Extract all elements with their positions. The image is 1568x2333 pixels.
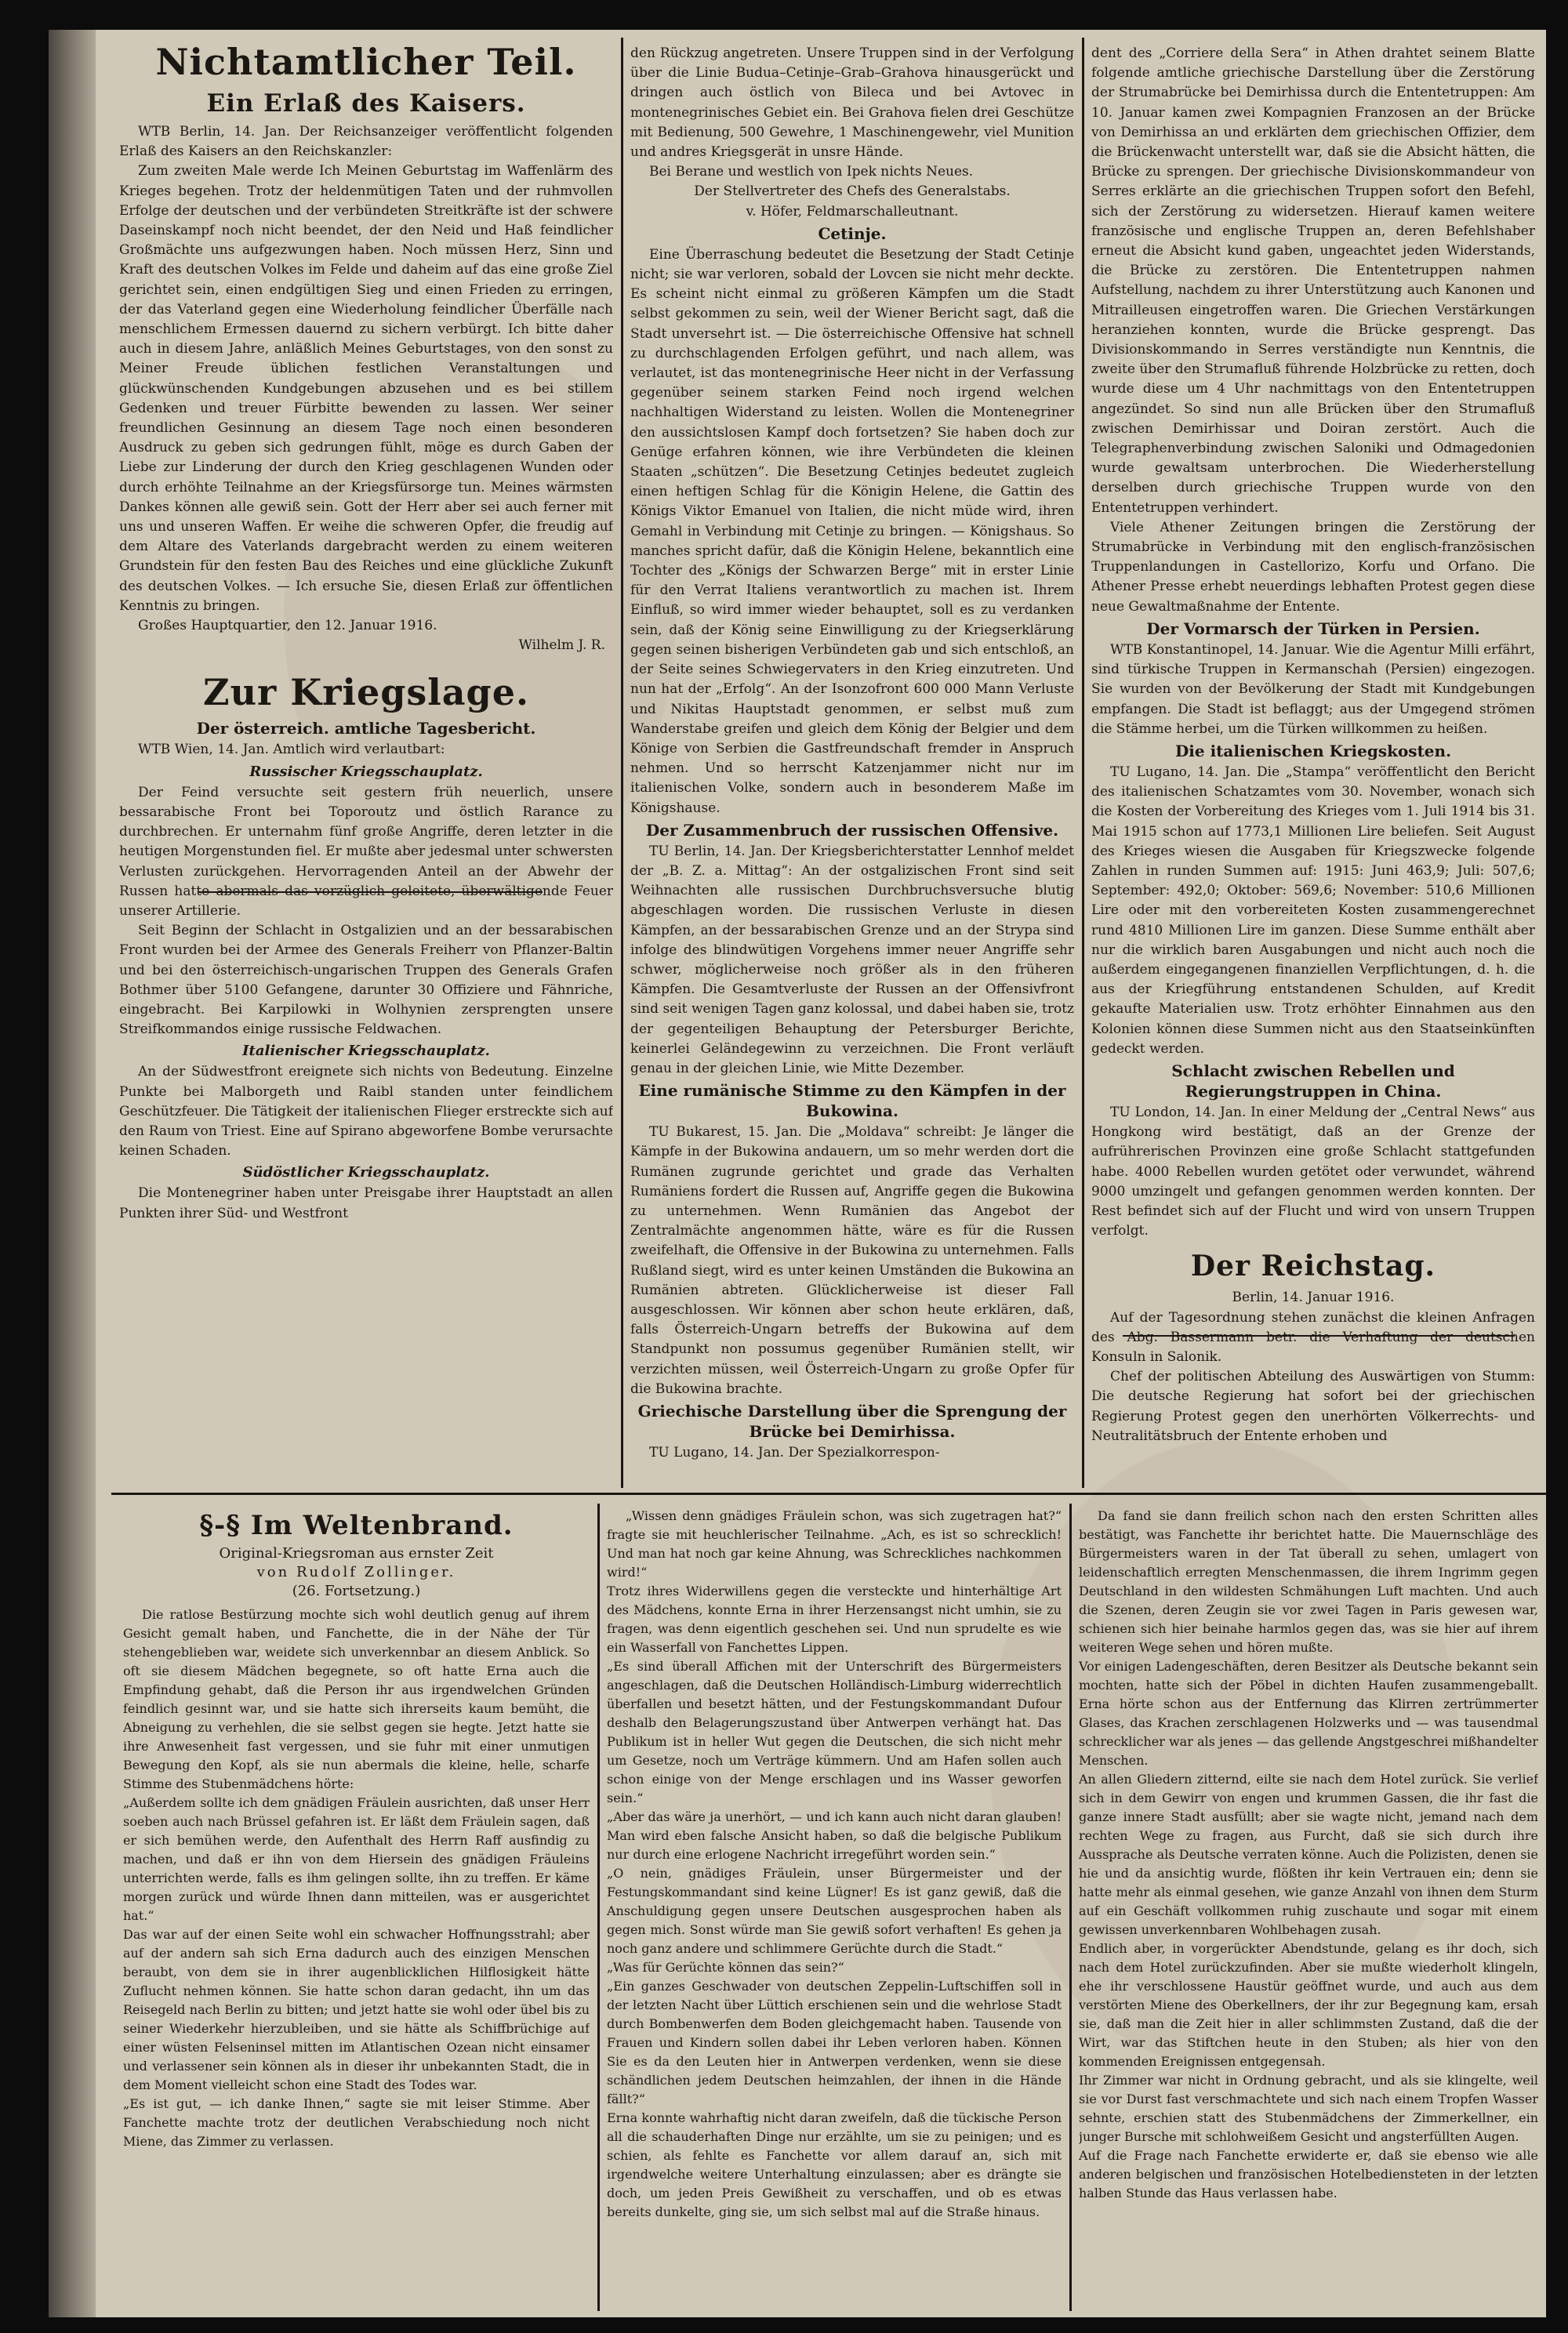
signature: v. Höfer, Feldmarschalleutnant. xyxy=(746,203,959,220)
paragraph: Viele Athener Zeitungen bringen die Zerstörung der Strumabrücke in Verbindung mit den englisch-französischen Truppenlandungen in Castellorizo, Korfu und Orfano. Die Athener Presse erhebt neuerdings lebhaften Protest gegen diese neue Gewaltmaßnahme der Entente. xyxy=(1091,519,1535,615)
paragraph: dent des „Corriere della Sera“ in Athen drahtet seinem Blatte folgende amtliche griechische Darstellung über die Zerstörung der Strumabrücke bei Demirhissa durch die Ententetruppen: Am 10. Januar kamen zwei Kompagnien Franzosen an der Brücke von Demirhissa an und erklärten dem griechischen Offizier, dem die Brückenwacht unterstellt war, daß sie die Absicht hätten, die Brücke zu sprengen. Der griechische Divisionskommandeur von Serres erklärte an die griechischen Truppen sofort den Befehl, sich der Zerstörung zu widersetzen. Hierauf kamen weitere französische und englische Truppen an, deren Befehlshaber erneut die Absicht kund gaben, ungeachtet jeden Widerstands, die Brücke zu zerstören. Die Ententetruppen nahmen Aufstellung, nachdem zu ihrer Unterstützung auch Kanonen und Mitrailleusen eingetroffen waren. Die Griechen Verstärkungen heranziehen konnten, wurde die Brücke gesprengt. Das Divisionskommando in Serres verständigte nun Kenntnis, die zweite über den Strumafluß führende Holzbrücke zu retten, doch wurde diese um 4 Uhr nachmittags von den Ententetruppen angezündet. So sind nun alle Brücken über den Strumafluß zwischen Demirhissar und Doiran zerstört. Auch die Telegraphenverbindung zwischen Saloniki und Odmagedonien wurde gewaltsam unterbrochen. Die Wiederherstellung derselben durch griechische Truppen wurde von den Ententetruppen verhindert. xyxy=(1091,45,1535,516)
paragraph: Zum zweiten Male werde Ich Meinen Geburtstag im Waffenlärm des Krieges begehen. Trotz der heldenmütigen Taten und der ruhmvollen Erfolge der deutschen und der verbündeten Streitkräfte ist der schwere Daseinskampf noch nicht beendet, der den Neid und Haß feindlicher Großmächte uns aufgezwungen haben. Noch müssen Herz, Sinn und Kraft des deutschen Volkes im Felde und daheim auf das eine große Ziel gerichtet sein, einen endgültigen Sieg und einen Frieden zu erringen, der das Vaterland gegen eine Wiederholung feindlicher Überfälle nach menschlichem Ermessen dauernd zu sichern verbürgt. Ich bitte daher auch in diesem Jahre, anläßlich Meines Geburtstages, von den sonst zu Meiner Freude üblichen festlichen Veranstaltungen und glückwünschenden Kundgebungen abzusehen und es bei stillem Gedenken und treuer Fürbitte bewenden zu lassen. Wer seiner freundlichen Gesinnung an diesem Tage noch einen besonderen Ausdruck zu geben sich gedrungen fühlt, möge es durch Gaben der Liebe zur Linderung der durch den Krieg geschlagenen Wunden oder durch erhöhte Teilnahme an der Kriegsfürsorge tun. Meines wärmsten Dankes können alle gewiß sein. Gott der Herr aber sei auch ferner mit uns und unseren Waffen. Er weihe die schweren Opfer, die freudig auf dem Altare des Vaterlands dargebracht werden zu einem weiteren Grundstein für den festen Bau des Reiches und eine glückliche Zukunft des deutschen Volkes. — Ich ersuche Sie, diesen Erlaß zur öffentlichen Kenntnis zu bringen. xyxy=(119,163,613,614)
paragraph: TU Lugano, 14. Jan. Die „Stampa“ veröffentlicht den Bericht des italienischen Schatzamtes vom 30. November, wonach sich die Kosten der Vorbereitung des Krieges vom 1. Juli 1914 bis 31. Mai 1915 schon auf 1773,1 Millionen Lire beliefen. Seit August des Krieges wiesen die Ausgaben für Kriegszwecke folgende Zahlen in runden Summen auf: 1915: Juni 463,9; Juli: 507,6; September: 492,0; Oktober: 569,6; November: 510,6 Millionen Lire oder mit den vorbereiteten Kosten zusammengerechnet rund 4810 Millionen Lire im ganzen. Diese Summe enthält aber nur die wirklich baren Ausgabungen und nicht auch noch die außerdem eingegangenen finanziellen Verpflichtungen, d. h. die aus der Kriegführung entstandenen Schulden, auf Kredit gekaufte Materialien usw. Trotz erhöhter Einnahmen aus den Kolonien können diese Summen nicht aus den Staatseinkünften gedeckt werden. xyxy=(1091,764,1535,1057)
article-title: Der Zusammenbruch der russischen Offensive. xyxy=(645,820,1059,840)
section-heading: Nichtamtlicher Teil. xyxy=(155,41,577,83)
novel-author: von Rudolf Zollinger. xyxy=(256,1564,456,1580)
novel-column-2 xyxy=(607,1507,1062,2311)
subsection-heading: Südöstlicher Kriegsschauplatz. xyxy=(242,1164,490,1181)
article-title: Griechische Darstellung über die Sprengung der Brücke bei Demirhissa. xyxy=(637,1402,1067,1441)
column-rule xyxy=(597,1504,600,2311)
article-title: Der Vormarsch der Türken in Persien. xyxy=(1146,619,1480,638)
paragraph: TU London, 14. Jan. In einer Meldung der „Central News“ aus Hongkong wird bestätigt, daß an der Grenze der aufrührerischen Provinzen eine große Schlacht stattgefunden habe. 4000 Rebellen wurden getötet oder verwundet, während 9000 umzingelt und gefangen genommen werden konnten. Der Rest befindet sich auf der Flucht und wird von unsern Truppen verfolgt. xyxy=(1091,1104,1535,1239)
signature: Wilhelm J. R. xyxy=(518,637,605,654)
paragraph: TU Lugano, 14. Jan. Der Spezialkorrespon- xyxy=(649,1445,940,1460)
binding-edge xyxy=(49,30,96,2317)
column-rule xyxy=(621,38,623,1488)
paragraph: Der Feind versuchte seit gestern früh neuerlich, unsere bessarabische Front bei Toporoutz und östlich Rarance zu durchbrechen. Er unternahm fünf große Angriffe, deren letzter in die heutigen Morgenstunden fiel. Er mußte aber jedesmal unter schwersten Verlusten zurückgehen. Hervorragenden Anteil an der Abwehr der Russen hatte abermals das vorzüglich geleitete, überwältigende Feuer unserer Artillerie. xyxy=(119,784,613,919)
article-title: Die italienischen Kriegskosten. xyxy=(1174,741,1452,760)
article-title: Eine rumänische Stimme zu den Kämpfen in der Bukowina. xyxy=(638,1081,1066,1121)
signature-line: Der Stellvertreter des Chefs des Generalstabs. xyxy=(694,183,1011,200)
novel-column-1 xyxy=(123,1504,590,2311)
novel-text: „Wissen denn gnädiges Fräulein schon, was sich zugetragen hat?“ fragte sie mit heuchlerischer Teilnahme. „Ach, es ist so schrecklich! Und man hat noch gar keine Ahnung, was Schreckliches nachkommen wird!“ Trotz ihres Widerwillens gegen die versteckte und hinterhältige Art des Mädchens, konnte Erna in ihrer Herzensangst nicht umhin, sie zu fragen, was denn eigentlich geschehen sei. Und nun sprudelte es wie ein Wasserfall von Fanchettes Lippen. „Es sind überall Affichen mit der Unterschrift des Bürgermeisters angeschlagen, daß die Deutschen Holländisch-Limburg widerrechtlich überfallen und besetzt hätten, und der Festungskommandant Dufour deshalb den Belagerungszustand über Antwerpen verhängt hat. Das Publikum ist in heller Wut gegen die Deutschen, die sich nicht mehr um Gesetze, noch um Verträge kümmern. Und am Hafen sollen auch schon einige von der Menge erschlagen und ins Wasser geworfen sein.“ „Aber das wäre ja unerhört, — und ich kann auch nicht daran glauben! Man wird eben falsche Ansicht haben, so daß die belgische Publikum nur durch eine erlogene Nachricht irregeführt worden sein.“ „O nein, gnädiges Fräulein, unser Bürgermeister und der Festungskommandant sind keine Lügner! Es ist ganz gewiß, daß die Anschuldigung gegen unsere Deutschen ausgesprochen haben als gegen mich. Sonst würde man Sie gewiß sofort verhaften! Es gehen ja noch ganz andere und schlimmere Gerüchte durch die Stadt.“ „Was für Gerüchte können das sein?“ „Ein ganzes Geschwader von deutschen Zeppelin-Luftschiffen soll in der letzten Nacht über Lüttich erschienen sein und die wehrlose Stadt durch Bombenwerfen dem Boden gleichgemacht haben. Tausende von Frauen und Kindern sollen dabei ihr Leben verloren haben. Können Sie es da den Leuten hier in Antwerpen verdenken, wenn sie diese schändlichen jedem Deutschen heimzahlen, der ihnen in die Hände fällt?“ Erna konnte wahrhaftig nicht daran zweifeln, daß die tückische Person all die schauderhaften Dinge nur erzählte, um sie zu peinigen; und es schien, als fehlte es Fanchette vor allem darauf an, sich mit irgendwelche weitere Unterhaltung einzulassen; aber es drängte sie doch, um jeden Preis Gewißheit zu verschaffen, und ob es etwas bereits dunkelte, ging sie, um sich selbst mal auf die Straße hinaus. xyxy=(607,1508,1062,2219)
novel-text: Die ratlose Bestürzung mochte sich wohl deutlich genug auf ihrem Gesicht gemalt haben, und Fanchette, die in der Nähe der Tür stehengeblieben war, weidete sich unverkennbar an diesem Anblick. So oft sie diesem Mädchen begegnete, so oft hatte Erna auch die Empfindung gehabt, daß die Person ihr aus irgendwelchen Gründen feindlich gesinnt war, und sie hatte sich ihrerseits kaum bemüht, die Abneigung zu verhehlen, die sie selbst gegen sie hegte. Jetzt hatte sie ihre Anwesenheit fast vergessen, und sie fuhr mit einer unmutigen Bewegung den Kopf, als sie nun abermals die kleine, helle, scharfe Stimme des Stubenmädchens hörte: „Außerdem sollte ich dem gnädigen Fräulein ausrichten, daß unser Herr soeben auch nach Brüssel gefahren ist. Er läßt dem Fräulein sagen, daß er sich bemühen werde, den Aufenthalt des Herrn Raff ausfindig zu machen, und daß er ihn von dem Hiersein des gnädigen Fräuleins unterrichten werde, falls es ihm gelingen sollte, ihn zu treffen. Er käme morgen zurück und würde Ihnen dann mitteilen, was er ausgerichtet hat.“ Das war auf der einen Seite wohl ein schwacher Hoffnungsstrahl; aber auf der andern sah sich Erna dadurch auch des einzigen Menschen beraubt, von dem sie in ihrer augenblicklichen Hilflosigkeit hätte Zuflucht nehmen können. Sie hatte schon daran gedacht, ihn um das Reisegeld nach Berlin zu bitten; und jetzt hatte sie wohl oder übel bis zu seiner Wiederkehr hierzubleiben, und sie hätte als Schiffbrüchige auf einer wüsten Felseninsel mitten im Atlantischen Ozean nicht einsamer und verlassener sein können als in dieser ihr unbekannten Stadt, die in dem Moment vielleicht schon eine Stadt des Todes war. „Es ist gut, — ich danke Ihnen,“ sagte sie mit leiser Stimme. Aber Fanchette machte trotz der deutlichen Verabschiedung noch nicht Miene, das Zimmer zu verlassen. xyxy=(123,1607,590,2149)
novel-text: Da fand sie dann freilich schon nach den ersten Schritten alles bestätigt, was Fanchette ihr berichtet hatte. Die Mauernschläge des Bürgermeisters waren in der Tat überall zu sehen, umlagert von leidenschaftlich erregten Menschenmassen, die ihrem Ingrimm gegen Deutschland in den wildesten Schmähungen Luft machten. Und auch die Szenen, deren Zeugin sie vor zwei Tagen in Paris gewesen war, schienen sich hier beinahe harmlos gegen das, was sie hier auf ihrem weiteren Wege sehen und hören mußte. Vor einigen Ladengeschäften, deren Besitzer als Deutsche bekannt sein mochten, hatte sich der Pöbel in dichten Haufen zusammengeballt. Erna hörte schon aus der Entfernung das Klirren zertrümmerter Glases, das Krachen zerschlagenen Holzwerks und — was tausendmal schrecklicher war als jenes — das gellende Angstgeschrei mißhandelter Menschen. An allen Gliedern zitternd, eilte sie nach dem Hotel zurück. Sie verlief sich in dem Gewirr von engen und krummen Gassen, die ihr fast die ganze innere Stadt ausfüllt; aber sie wagte nicht, jemand nach dem rechten Wege zu fragen, aus Furcht, daß sie sich durch ihre Aussprache als Deutsche verraten könne. Auch die Polizisten, denen sie hie und da ansichtig wurde, flößten ihr kein Vertrauen ein; denn sie hatte mehr als einmal gesehen, wie ganze Anzahl von ihnen dem Sturm auf ein Geschäft vollkommen ruhig zuschaute und sogar mit einem gewissen unverkennbaren Wohlbehagen zusah. Endlich aber, in vorgerückter Abendstunde, gelang es ihr doch, sich nach dem Hotel zurückzufinden. Aber sie mußte wiederholt klingeln, ehe ihr verschlossene Haustür geöffnet wurde, und auch aus dem verstörten Miene des Oberkellners, der ihr zur Begegnung kam, ersah sie, daß man die Zeit hier in aller schlimmsten Zustand, daß die der Wirt, war das Stiftchen heute in den Stuben; als hier von den kommenden Ereignissen entgegensah. Ihr Zimmer war nicht in Ordnung gebracht, und als sie klingelte, weil sie vor Durst fast verschmachtete und sich nach einem Tropfen Wasser sehnte, erschien statt des Stubenmädchens der Zimmerkellner, ein junger Bursche mit schlohweißem Gesicht und angsterfüllten Augen. Auf die Frage nach Fanchette erwiderte er, daß sie ebenso wie alle anderen belgischen und französischen Hotelbediensteten in der letzten halben Stunde das Haus verlassen habe. xyxy=(1079,1508,1538,2201)
article-title: Der österreich. amtliche Tagesbericht. xyxy=(196,719,536,738)
paragraph: TU Bukarest, 15. Jan. Die „Moldava“ schreibt: Je länger die Kämpfe in der Bukowina andauern, um so mehr werden dort die Rumänen zugrunde gerichtet und grade das Verhalten Rumäniens fordert die Russen auf, Angriffe gegen die Bukowina zu unternehmen. Wenn Rumänien das Angebot der Zentralmächte angenommen hätte, wäre es für die Russen zweifelhaft, die Offensive in der Bukowina zu unternehmen. Falls Rußland siegt, wird es unter keinen Umständen die Bukowina an Rumänien abtreten. Glücklicherweise ist dieser Fall ausgeschlossen. Wir können aber schon heute erklären, daß, falls Österreich-Ungarn betreffs der Bukowina auf dem Standpunkt non possumus gegenüber Rumänien stellt, wir verzichten müssen, weil Österreich-Ungarn zu große Opfer für die Bukowina brachte. xyxy=(630,1124,1074,1397)
column-rule xyxy=(1082,38,1084,1488)
column-1 xyxy=(119,38,613,1489)
novel-subtitle: Original-Kriegsroman aus ernster Zeit xyxy=(219,1545,494,1562)
paragraph: TU Berlin, 14. Jan. Der Kriegsberichterstatter Lennhof meldet der „B. Z. a. Mittag“: An der ostgalizischen Front sind seit Weihnachten alle russischen Durchbruchsversuche blutig abgeschlagen worden. Die russischen Verluste in diesen Kämpfen, an der bessarabischen Grenze und an der Strypa sind infolge des blindwütigen Vorgehens immer neuer Angriffe sehr schwer, möglicherweise noch größer als in den früheren Kämpfen. Die Gesamtverluste der Russen an der Offensivfront sind seit wenigen Tagen ganz kolossal, und dabei haben sie, trotz der gegenteiligen Behauptung der Petersburger Berichte, keinerlei Geländegewinn zu verzeichnen. Die Front verläuft genau in der gleichen Linie, wie Mitte Dezember. xyxy=(630,843,1074,1076)
subsection-heading: Italienischer Kriegsschauplatz. xyxy=(242,1043,490,1060)
article-title: Ein Erlaß des Kaisers. xyxy=(206,89,526,118)
article-title: Cetinje. xyxy=(818,223,887,243)
subsection-heading: Russischer Kriegsschauplatz. xyxy=(249,763,483,780)
newspaper-page xyxy=(49,30,1546,2317)
column-3 xyxy=(1091,44,1535,1489)
section-heading: Der Reichstag. xyxy=(1190,1250,1436,1283)
section-rule xyxy=(111,1493,1546,1495)
paragraph: WTB Konstantinopel, 14. Januar. Wie die Agentur Milli erfährt, sind türkische Truppen in Kermanschah (Persien) eingezogen. Sie wurden von der Bevölkerung der Stadt mit Kundgebungen empfangen. Die Stadt ist beflaggt; aus der Umgegend strömen die Stämme herbei, um die Türken willkommen zu heißen. xyxy=(1091,641,1535,737)
column-2 xyxy=(630,44,1074,1489)
novel-part: (26. Fortsetzung.) xyxy=(292,1583,421,1599)
paragraph: WTB Wien, 14. Jan. Amtlich wird verlautbart: xyxy=(138,742,445,758)
dateline: Berlin, 14. Januar 1916. xyxy=(1232,1290,1395,1306)
paragraph: An der Südwestfront ereignete sich nichts von Bedeutung. Einzelne Punkte bei Malborgeth und Raibl standen unter feindlichem Geschützfeuer. Die Tätigkeit der italienischen Flieger erstreckte sich auf den Raum von Triest. Eine auf Spirano abgeworfene Bombe verursachte keinen Schaden. xyxy=(119,1064,613,1159)
novel-title: §-§ Im Weltenbrand. xyxy=(199,1510,514,1541)
article-title: Schlacht zwischen Rebellen und Regierungstruppen in China. xyxy=(1171,1061,1455,1101)
paragraph: WTB Berlin, 14. Jan. Der Reichsanzeiger veröffentlicht folgenden Erlaß des Kaisers an den Reichskanzler: xyxy=(119,124,613,160)
column-rule xyxy=(1069,1504,1072,2311)
section-heading: Zur Kriegslage. xyxy=(202,671,530,714)
paragraph: Seit Beginn der Schlacht in Ostgalizien und an der bessarabischen Front wurden bei der Armee des Generals Freiherr von Pflanzer-Baltin und bei den österreichisch-ungarischen Truppen des Generals Grafen Bothmer über 5100 Gefangene, darunter 30 Offiziere und Fähnriche, eingebracht. Bei Karpilowki in Wolhynien zersprengten unsere Streifkommandos einige russische Feldwachen. xyxy=(119,923,613,1038)
paragraph: den Rückzug angetreten. Unsere Truppen sind in der Verfolgung über die Linie Budua–Cetinje–Grab–Grahova hinausgerückt und dringen auch östlich von Bileca und bei Avtovec in montenegrinisches Gebiet ein. Bei Grahova fielen drei Geschütze mit Bedienung, 500 Gewehre, 1 Maschinengewehr, viel Munition und andres Kriegsgerät in unsre Hände. xyxy=(630,45,1074,161)
paragraph: Chef der politischen Abteilung des Auswärtigen von Stumm: Die deutsche Regierung hat sofort bei der griechischen Regierung Protest gegen den unerhörten Völkerrechts- und Neutralitätsbruch der Entente erhoben und xyxy=(1091,1369,1535,1444)
paragraph: Die Montenegriner haben unter Preisgabe ihrer Hauptstadt an allen Punkten ihrer Süd- und Westfront xyxy=(119,1185,613,1221)
novel-column-3 xyxy=(1079,1507,1538,2311)
paragraph: Auf der Tagesordnung stehen zunächst die kleinen Anfragen des Abg. Bassermann betr. die Verhaftung der deutschen Konsuln in Salonik. xyxy=(1091,1309,1535,1365)
place-date: Großes Hauptquartier, den 12. Januar 1916. xyxy=(138,618,437,634)
paragraph: Bei Berane und westlich von Ipek nichts Neues. xyxy=(649,164,974,180)
paragraph: Eine Überraschung bedeutet die Besetzung der Stadt Cetinje nicht; sie war verloren, sobald der Lovcen sie nicht mehr deckte. Es scheint nicht einmal zu größeren Kämpfen um die Stadt selbst gekommen zu sein, weil der Wiener Bericht sagt, daß die Stadt unversehrt ist. — Die österreichische Offensive hat schnell zu durchschlagenden Erfolgen geführt, und nach allem, was verlautet, ist das montenegrinische Heer nicht in der Verfassung gegenüber seinem starken Feind noch irgend welchen nachhaltigen Widerstand zu leisten. Wollen die Montenegriner den aussichtslosen Kampf doch fortsetzen? Sie haben doch zur Genüge erfahren können, wie ihre Verbündeten die kleinen Staaten „schützen“. Die Besetzung Cetinjes bedeutet zugleich einen heftigen Schlag für die Königin Helene, die Gattin des Königs Viktor Emanuel von Italien, die nicht müde wird, ihren Gemahl in Verbindung mit Cetinje zu bringen. — Königshaus. So manches spricht dafür, daß die Königin Helene, bekanntlich eine Tochter des „Königs der Schwarzen Berge“ mit in erster Linie für den Verrat Italiens verantwortlich zu machen ist. Ihrem Einfluß, so wird immer wieder behauptet, soll es zu verdanken sein, daß der König seine Einwilligung zu der Kriegserklärung gegen seinen bisherigen Verbündeten gab und sich entschloß, an der Seite seines Schwiegervaters in den Krieg einzutreten. Und nun hat der „Erfolg“. An der Isonzofront 600 000 Mann Verluste und Nikitas Hauptstadt genommen, er selbst muß zum Wanderstabe greifen und gleich dem König der Belgier und dem Könige von Serbien die Gastfreundschaft fremder in Anspruch nehmen. Und so herrscht Katzenjammer nicht nur im italienischen Volke, sondern auch in besonderem Maße im Königshause. xyxy=(630,246,1074,816)
